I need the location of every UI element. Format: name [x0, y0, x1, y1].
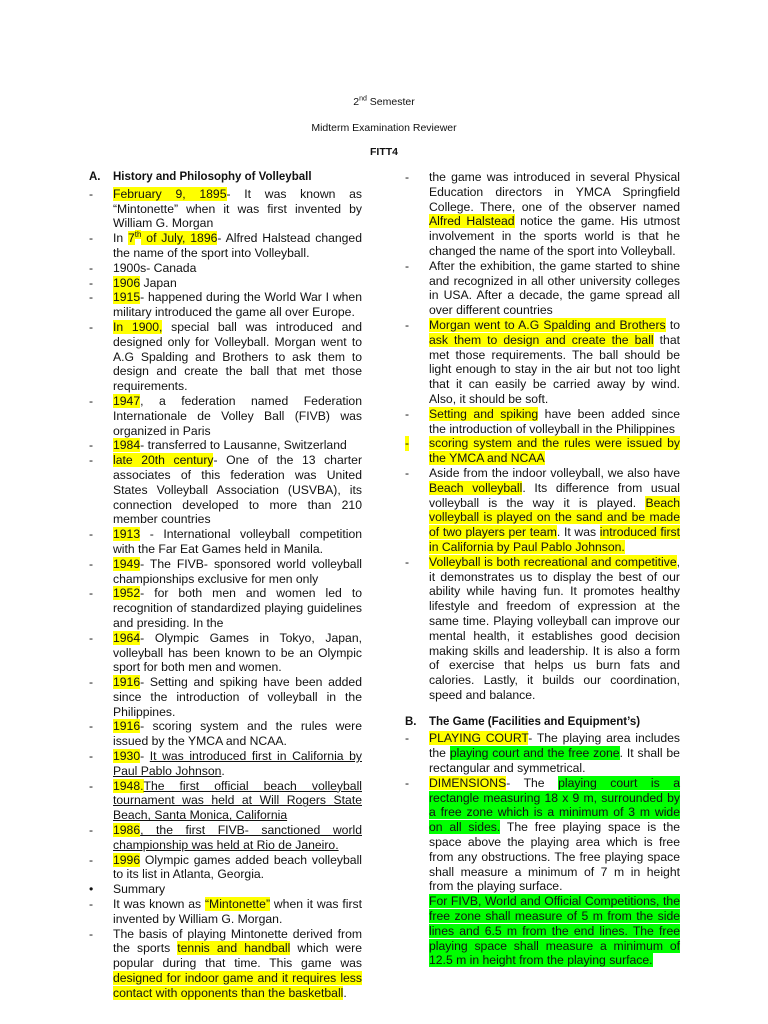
section-a-title: History and Philosophy of Volleyball — [113, 171, 312, 183]
list-item — [405, 776, 680, 894]
item-text: - for both men and women led to recognition of standardized playing guidelines and presiding. In the — [113, 586, 362, 630]
bullet-marker: - — [89, 823, 94, 838]
item-text: February 9, 1895 — [113, 186, 227, 201]
item-text: After the exhibition, the game started to shine and recognized in all other university colleges in USA. After a decade, the game spread all over different countries — [429, 258, 680, 318]
item-text: 1906 — [113, 275, 141, 290]
semester-heading: 2nd Semester — [353, 95, 415, 108]
bullet-marker: - — [89, 260, 94, 275]
bullet-marker: - — [89, 675, 94, 690]
list-item — [89, 320, 362, 394]
item-text: 1996 — [113, 852, 141, 867]
section-a-heading — [89, 170, 362, 185]
list-item — [89, 438, 362, 453]
item-text: Beach volleyball — [429, 480, 523, 495]
item-text: . — [221, 763, 225, 778]
item-text: 7 — [128, 231, 135, 246]
item-text: that met those requirements. The ball should be light enough to stay in the air but not too light that it can easily be carried away by wind. Also, it should be soft. — [429, 332, 681, 406]
item-text: scoring system and the rules were issued by the YMCA and NCAA — [429, 436, 680, 466]
bullet-marker: - — [405, 317, 410, 332]
item-text: Morgan went to A.G Spalding and Brothers — [429, 317, 666, 332]
bullet-marker: - — [89, 778, 94, 793]
item-text: The first official beach volleyball tournament was held at Will Rogers State Beach, Santa Monica, California — [113, 778, 362, 823]
list-item — [89, 897, 362, 927]
item-text: introduced first in California by Paul Pablo Johnson. — [429, 525, 680, 554]
item-text: 1949 — [113, 556, 141, 571]
bullet-marker: - — [405, 406, 410, 421]
list-item — [89, 675, 362, 719]
item-text: The basis of playing Mintonette derived from the sports — [113, 926, 362, 956]
bullet-marker: - — [89, 438, 94, 453]
item-text: 1984 — [113, 438, 141, 453]
item-text: 1947 — [113, 393, 141, 408]
item-text: - happened during the World War I when military introduced the game all over Europe. — [113, 290, 362, 320]
list-item — [405, 259, 680, 318]
course-code: FITT4 — [370, 146, 398, 158]
item-text: DIMENSIONS — [429, 775, 507, 790]
item-text: - — [140, 749, 150, 764]
bullet-marker: - — [405, 731, 410, 746]
item-text: - Setting and spiking have been added since the introduction of volleyball in the Philippines. — [113, 675, 362, 719]
item-text: 1986 — [113, 823, 141, 838]
item-text: - The playing area includes the — [429, 731, 681, 761]
item-text: In 1900, — [113, 319, 163, 334]
bullet-marker: - — [89, 275, 94, 290]
list-item — [89, 261, 362, 276]
item-text: 1915 — [113, 290, 141, 305]
item-text: 1930 — [113, 749, 141, 764]
bullet-marker: - — [405, 465, 410, 480]
item-text: tennis and handball — [177, 941, 291, 956]
list-item — [405, 436, 680, 466]
list-item — [89, 394, 362, 438]
list-item — [89, 290, 362, 320]
item-text: - transferred to Lausanne, Switzerland — [140, 438, 347, 453]
item-text: the game was introduced in several Physical Education directors in YMCA Springfield College. There, one of the observer named — [429, 170, 680, 214]
item-text: special ball was introduced and designed only for Volleyball. Morgan went to A.G Spalding and Brothers to ask them to design and create the ball that met those requirements. — [113, 319, 362, 394]
item-text: Setting and spiking — [429, 406, 539, 421]
item-text: have been added since the introduction of volleyball in the Philippines — [429, 406, 680, 436]
item-text: - It was known as “Mintonette” when it was first invented by William G. Morgan — [113, 186, 362, 231]
item-text: - One of the 13 charter associates of this federation was United States Volleyball Association (USVBA), its connection developed to more than 210 member countries — [113, 453, 363, 527]
bullet-marker: - — [89, 231, 94, 246]
list-item — [405, 170, 680, 259]
item-text: - The — [506, 775, 559, 790]
item-text: which were popular during that time. This game was — [113, 941, 362, 971]
item-text: ask them to design and create the ball — [429, 332, 654, 347]
right-column — [405, 170, 680, 968]
bullet-marker: - — [89, 852, 94, 867]
section-b-heading — [405, 715, 680, 730]
item-text: , the first FIVB- sanctioned world championship was held at Rio de Janeiro. — [113, 823, 362, 852]
item-text: playing court is a rectangle measuring 18 x 9 m, surrounded by a free zone which is a minimum of 3 m wide on all sides. — [429, 775, 680, 835]
list-item — [405, 894, 680, 968]
item-text: . It was — [556, 525, 600, 540]
section-a-marker: A. — [89, 171, 101, 183]
list-item — [89, 557, 362, 587]
bullet-marker: - — [405, 258, 410, 273]
list-item — [89, 231, 362, 261]
list-item — [405, 466, 680, 555]
bullet-marker: - — [89, 527, 94, 542]
list-item — [89, 453, 362, 527]
list-item — [89, 586, 362, 630]
item-text: The free playing space is the space above the playing area which is free from any obstructions. The free playing space shall measure a minimum of 7 m in height from the playing surface. — [429, 820, 680, 894]
item-text: to — [665, 317, 680, 332]
item-text: Olympic games added beach volleyball to its list in Atlanta, Georgia. — [113, 852, 362, 882]
list-item — [89, 853, 362, 883]
bullet-marker: - — [89, 586, 94, 601]
bullet-marker: • — [89, 882, 94, 897]
section-b-marker: B. — [405, 715, 417, 728]
item-text: late 20th century — [113, 453, 214, 468]
bullet-marker: - — [89, 453, 94, 468]
item-text: Alfred Halstead — [429, 214, 515, 229]
item-text: Summary — [113, 882, 166, 897]
bullet-marker: - — [89, 290, 94, 305]
item-text: th — [134, 230, 142, 240]
section-b-title: The Game (Facilities and Equipment’s) — [429, 715, 641, 728]
bullet-marker: - — [89, 393, 94, 408]
list-item — [89, 719, 362, 749]
item-text: , a federation named Federation Internationale de Volley Ball (FIVB) was organized in Paris — [113, 393, 362, 438]
item-text: Volleyball is both recreational and competitive — [429, 554, 677, 569]
item-text: 1900s- Canada — [113, 260, 197, 275]
item-text: playing court and the free zone — [449, 746, 620, 761]
item-text: when it was first invented by William G. Morgan. — [113, 897, 362, 926]
list-item — [89, 187, 362, 231]
item-text: 1952 — [113, 586, 141, 601]
list-item — [89, 276, 362, 291]
list-item — [405, 318, 680, 407]
item-text: - Olympic Games in Tokyo, Japan, volleyball has been known to be an Olympic sport for both men and women. — [113, 630, 362, 675]
list-item — [89, 927, 362, 1001]
bullet-marker: - — [405, 554, 410, 569]
bullet-marker: - — [405, 170, 410, 184]
list-item — [405, 731, 680, 775]
item-text: Aside from the indoor volleyball, we also have — [429, 465, 680, 480]
item-text: It was known as — [113, 897, 205, 912]
item-text: - Alfred Halstead changed the name of the sport into Volleyball. — [113, 231, 362, 260]
item-text: “Mintonette” — [204, 897, 271, 912]
item-text: In — [113, 231, 128, 246]
list-item — [89, 749, 362, 779]
bullet-marker: - — [89, 926, 94, 941]
item-text: . Its difference from usual volleyball is the way it is played. — [429, 480, 681, 510]
item-text: Japan — [140, 275, 177, 290]
bullet-marker: - — [89, 897, 94, 912]
bullet-marker: - — [89, 719, 94, 734]
item-text: 1913 — [113, 527, 141, 542]
item-text: 1948. — [113, 778, 144, 793]
item-text: - International volleyball competition with the Far Eat Games held in Manila. — [113, 527, 362, 556]
item-text: , it demonstrates us to display the best of our ability while having fun. It promotes healthy lifestyle and freedom of expression at the same time. Playing volleyball can improve our mental health, it establishes good decision making skills and leadership. It is also a form of exercise that helps us burn fats and calories. Lastly, it builds our coordination, speed and balance. — [429, 554, 680, 702]
item-text: It was introduced first in California by Paul Pablo Johnson — [113, 749, 362, 778]
list-item — [89, 882, 362, 897]
bullet-marker: - — [89, 749, 94, 764]
bullet-marker: - — [405, 436, 410, 451]
list-item — [89, 631, 362, 675]
list-item — [89, 823, 362, 853]
item-text: notice the game. His utmost involvement in the sports world is that he changed the name of the sport into Volleyball. — [429, 214, 680, 258]
item-text: of July, 1896 — [141, 231, 218, 246]
bullet-marker: - — [405, 775, 410, 790]
item-text: . — [343, 985, 347, 1000]
item-text: 1964 — [113, 630, 141, 645]
bullet-marker: - — [89, 186, 94, 201]
item-text: For FIVB, World and Official Competitions, the free zone shall measure of 5 m from the side lines and 6.5 m from the end lines. The free playing space shall measure a minimum of 12.5 m in height from the playing surface. — [429, 894, 680, 968]
left-column — [89, 170, 362, 1001]
item-text: Beach volleyball is played on the sand and be made of two players per team — [429, 495, 680, 540]
list-item — [89, 527, 362, 557]
item-text: - The FIVB- sponsored world volleyball championships exclusive for men only — [113, 556, 362, 586]
bullet-marker: - — [89, 556, 94, 571]
list-item — [405, 555, 680, 703]
item-text: 1916 — [113, 719, 141, 734]
item-text: designed for indoor game and it requires less contact with opponents than the basketball — [113, 971, 362, 1000]
item-text: . It shall be rectangular and symmetrical. — [429, 746, 680, 776]
item-text: - scoring system and the rules were issued by the YMCA and NCAA. — [113, 719, 362, 749]
item-text: 1916 — [113, 675, 141, 690]
item-text: PLAYING COURT — [429, 731, 529, 746]
bullet-marker: - — [89, 630, 94, 645]
bullet-marker: - — [89, 319, 94, 334]
document-title: Midterm Examination Reviewer — [311, 122, 457, 134]
list-item — [89, 779, 362, 823]
list-item — [405, 407, 680, 437]
